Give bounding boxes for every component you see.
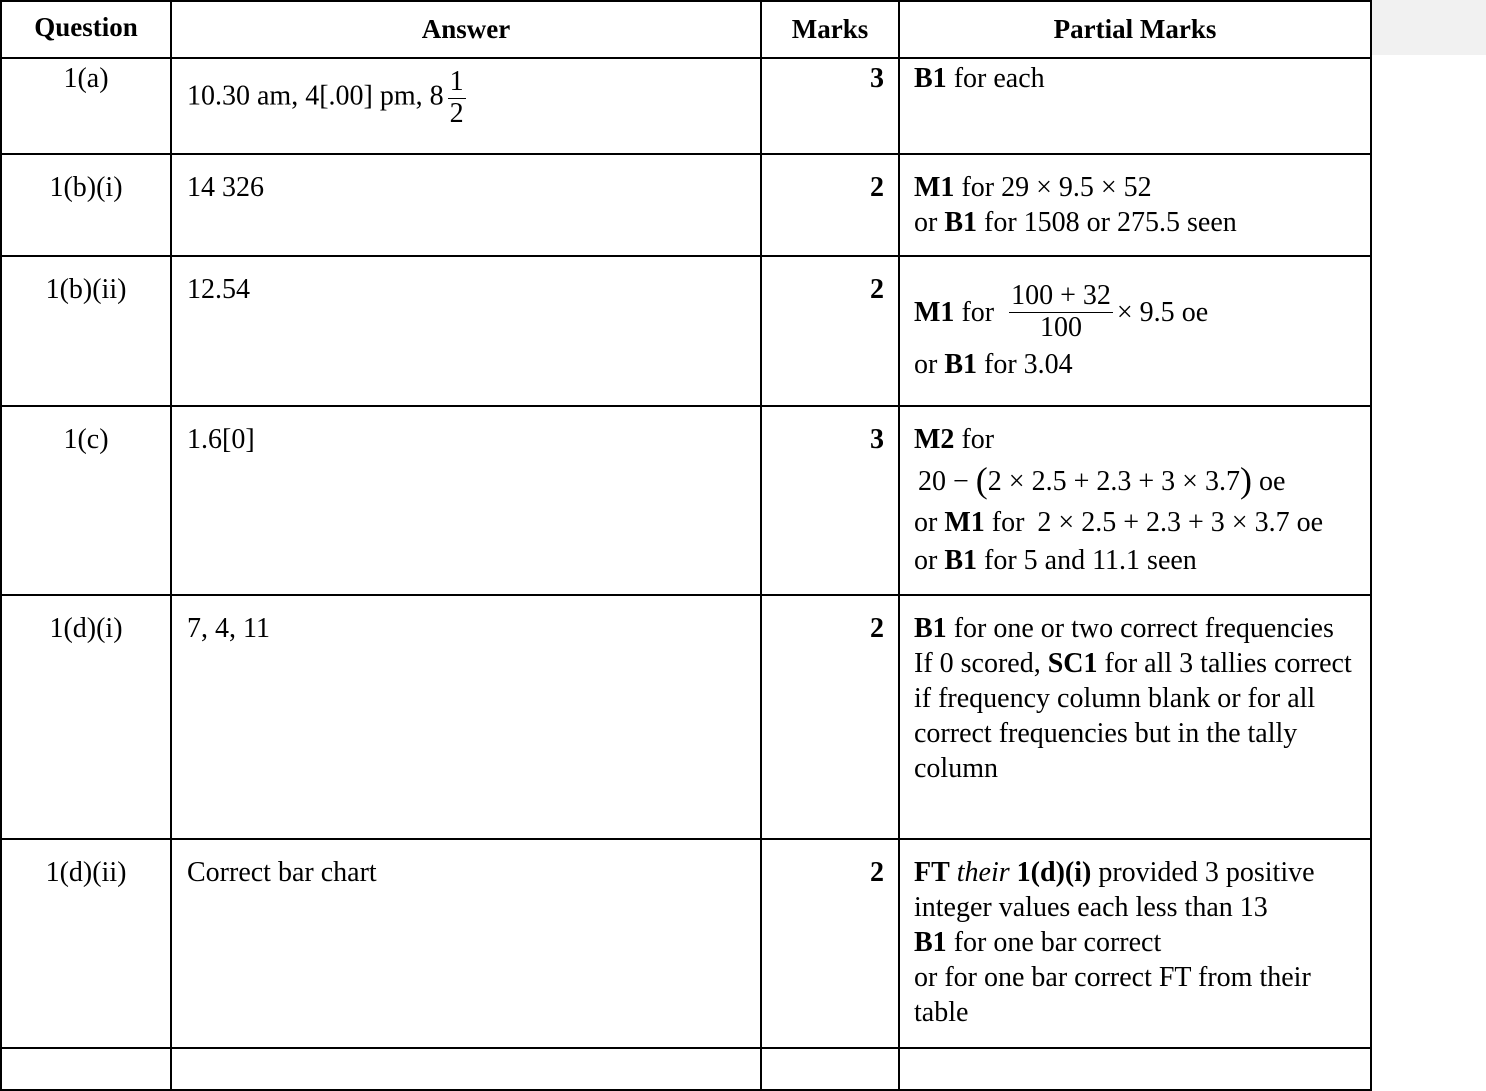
question-cell bbox=[1, 839, 171, 1048]
partial-marks-cell bbox=[899, 154, 1371, 256]
answer-header: Answer bbox=[171, 1, 761, 58]
partial-text: oe bbox=[1251, 466, 1286, 497]
mark-code: B1 bbox=[914, 63, 947, 94]
partial-text: for one bar correct bbox=[946, 927, 1162, 958]
partial-text: for 5 and 11.1 seen bbox=[977, 545, 1197, 576]
fraction-numerator: 1 bbox=[449, 66, 464, 97]
marks-cell bbox=[761, 406, 899, 595]
answer-text: 1.6[0] bbox=[187, 424, 255, 455]
mark-code: B1 bbox=[944, 349, 978, 380]
partial-text: or for one bar correct FT from their table bbox=[914, 962, 1311, 1028]
question-header: Question bbox=[1, 1, 171, 58]
partial-marks-cell bbox=[899, 595, 1371, 839]
marks-cell bbox=[761, 595, 899, 839]
mark-code: SC1 bbox=[1047, 648, 1098, 679]
partial-text: provided 3 positive integer values each less than 13 bbox=[914, 857, 1315, 923]
partial-text: If 0 scored, bbox=[914, 648, 1048, 679]
partial-marks-cell bbox=[899, 256, 1371, 406]
table-row bbox=[1, 256, 1371, 406]
mark-code: B1 bbox=[914, 927, 947, 958]
fraction-numerator: 100 + 32 bbox=[1011, 279, 1111, 311]
partial-text: or bbox=[914, 507, 945, 538]
mark-code: B1 bbox=[944, 545, 978, 576]
fraction-denominator: 2 bbox=[449, 97, 464, 129]
question-label: 1(d)(i) bbox=[49, 613, 123, 644]
header-shade bbox=[1370, 0, 1486, 55]
partial-text: for one or two correct frequencies bbox=[946, 613, 1334, 644]
partial-expression: 2 × 2.5 + 2.3 + 3 × 3.7 bbox=[987, 466, 1240, 497]
mark-code: M1 bbox=[944, 507, 985, 538]
answer-text: Correct bar chart bbox=[187, 857, 377, 888]
fraction-denominator: 100 bbox=[1039, 311, 1082, 343]
marks-header: Marks bbox=[761, 1, 899, 58]
partial-text: for 3.04 bbox=[977, 349, 1073, 380]
answer-text: 14 326 bbox=[187, 172, 264, 203]
partial-marks-cell bbox=[899, 406, 1371, 595]
header-row bbox=[1, 1, 1371, 58]
partial-marks-cell bbox=[899, 58, 1371, 154]
table-row bbox=[1, 595, 1371, 839]
partial-text: for bbox=[954, 424, 995, 455]
table-row bbox=[1, 839, 1371, 1048]
partial-text: oe bbox=[1289, 507, 1324, 538]
question-label: 1(b)(i) bbox=[49, 172, 123, 203]
partial-text: for 29 × 9.5 × 52 bbox=[954, 172, 1152, 203]
marks-value: 2 bbox=[870, 172, 884, 203]
partial-text: or bbox=[914, 349, 945, 380]
partial-text: or bbox=[914, 545, 945, 576]
question-cell bbox=[1, 154, 171, 256]
mark-code: FT bbox=[914, 857, 950, 888]
partial-expression: 2 × 2.5 + 2.3 + 3 × 3.7 bbox=[1037, 507, 1290, 538]
answer-cell bbox=[171, 406, 761, 595]
answer-text: 12.54 bbox=[187, 274, 250, 305]
question-cell bbox=[1, 1048, 171, 1090]
marks-value: 2 bbox=[870, 274, 884, 305]
answer-fraction bbox=[448, 67, 466, 130]
partial-fraction bbox=[1009, 281, 1113, 344]
question-label: 1(a) bbox=[63, 63, 109, 94]
partial-text: for bbox=[984, 507, 1032, 538]
question-cell bbox=[1, 595, 171, 839]
partial-text: for all 3 tallies correct if frequency column blank or for all correct frequencies but in the tally column bbox=[914, 648, 1352, 784]
marks-cell bbox=[761, 839, 899, 1048]
partial-marks-header: Partial Marks bbox=[899, 1, 1371, 58]
marks-value: 3 bbox=[870, 424, 884, 455]
mark-code: M1 bbox=[914, 172, 955, 203]
partial-expression: 20 − bbox=[918, 466, 976, 497]
table-row bbox=[1, 58, 1371, 154]
marks-cell bbox=[761, 1048, 899, 1090]
answer-cell bbox=[171, 839, 761, 1048]
partial-expression: × 9.5 bbox=[1116, 296, 1175, 328]
marks-cell bbox=[761, 154, 899, 256]
answer-cell bbox=[171, 1048, 761, 1090]
table-row bbox=[1, 406, 1371, 595]
partial-marks-cell bbox=[899, 1048, 1371, 1090]
marks-value: 2 bbox=[870, 613, 884, 644]
parenthesis: ) bbox=[1239, 460, 1252, 500]
marks-cell bbox=[761, 256, 899, 406]
answer-cell bbox=[171, 256, 761, 406]
question-cell bbox=[1, 256, 171, 406]
question-reference: 1(d)(i) bbox=[1016, 857, 1092, 888]
question-cell bbox=[1, 406, 171, 595]
answer-text: 7, 4, 11 bbox=[187, 613, 270, 644]
question-label: 1(c) bbox=[63, 424, 109, 455]
partial-text: for bbox=[954, 296, 1002, 328]
partial-text: for each bbox=[946, 63, 1045, 94]
mark-code: B1 bbox=[914, 613, 947, 644]
question-label: 1(b)(ii) bbox=[45, 274, 127, 305]
question-cell bbox=[1, 58, 171, 154]
marks-value: 3 bbox=[870, 63, 884, 94]
partial-text-italic: their bbox=[949, 857, 1017, 888]
partial-marks-cell bbox=[899, 839, 1371, 1048]
parenthesis: ( bbox=[975, 460, 988, 500]
mark-code: M1 bbox=[914, 296, 955, 328]
mark-code: B1 bbox=[944, 207, 978, 238]
question-label: 1(d)(ii) bbox=[45, 857, 127, 888]
marks-cell bbox=[761, 58, 899, 154]
mark-code: M2 bbox=[914, 424, 955, 455]
answer-cell bbox=[171, 58, 761, 154]
answer-text: 10.30 am, 4[.00] pm, 8 bbox=[187, 80, 444, 112]
partial-text: or bbox=[914, 207, 945, 238]
answer-cell bbox=[171, 154, 761, 256]
table-row bbox=[1, 154, 1371, 256]
partial-text: oe bbox=[1174, 296, 1209, 328]
answer-cell bbox=[171, 595, 761, 839]
marks-value: 2 bbox=[870, 857, 884, 888]
table-row bbox=[1, 1048, 1371, 1090]
partial-text: for 1508 or 275.5 seen bbox=[977, 207, 1237, 238]
